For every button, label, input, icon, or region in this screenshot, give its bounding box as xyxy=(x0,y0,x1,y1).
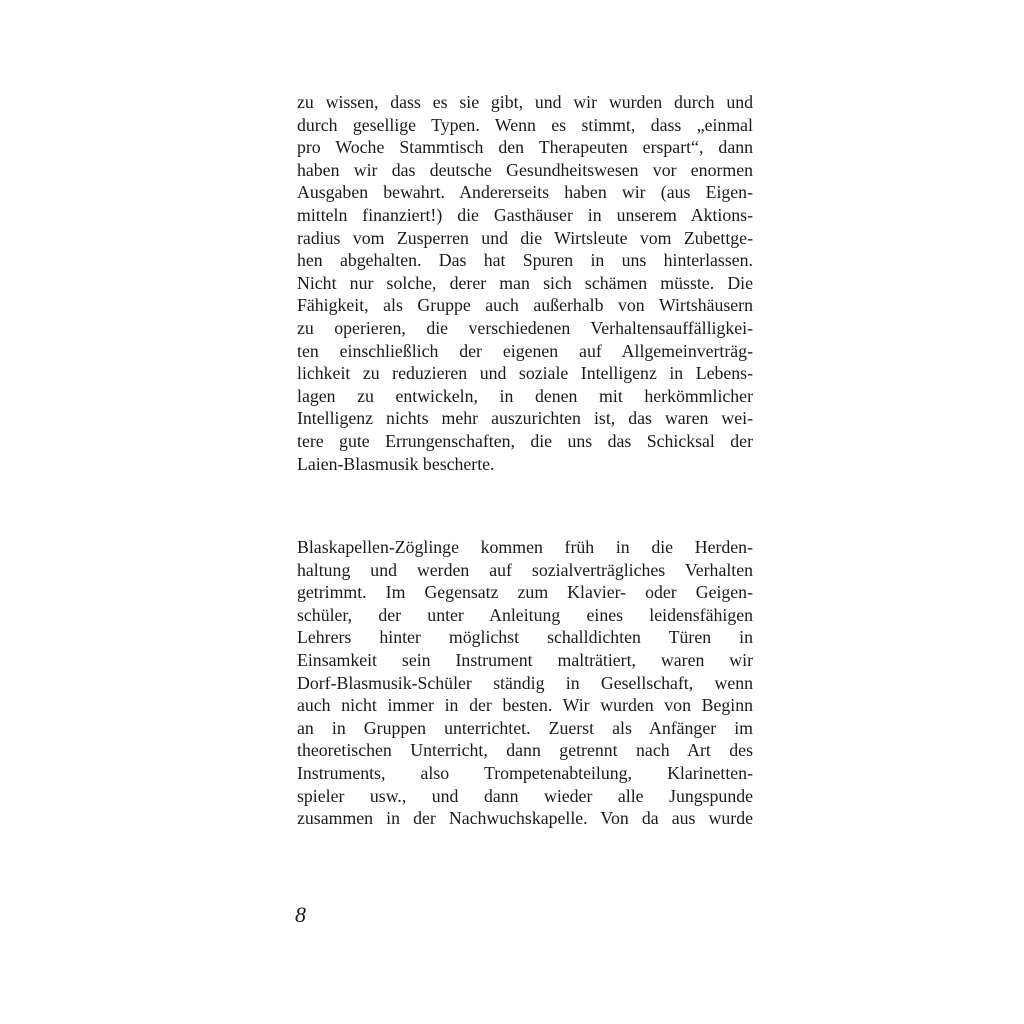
text-line: Instruments, also Trompetenabteilung, Klarinetten- xyxy=(297,762,753,783)
text-line: haben wir das deutsche Gesundheitswesen vor enormen xyxy=(297,159,753,180)
text-line: zu operieren, die verschiedenen Verhaltensauffälligkei- xyxy=(297,317,753,338)
text-line: Lehrers hinter möglichst schalldichten Türen in xyxy=(297,627,753,648)
text-line: lagen zu entwickeln, in denen mit herkömmlicher xyxy=(297,385,753,406)
text-line: Dorf-Blasmusik-Schüler ständig in Gesellschaft, wenn xyxy=(297,672,753,693)
paragraph-2 xyxy=(297,536,753,830)
text-line: zu wissen, dass es sie gibt, und wir wurden durch und xyxy=(297,92,753,112)
text-line: mitteln finanziert!) die Gasthäuser in unserem Aktions- xyxy=(297,204,753,225)
text-line: theoretischen Unterricht, dann getrennt nach Art des xyxy=(297,740,753,761)
text-line: schüler, der unter Anleitung eines leidensfähigen xyxy=(297,604,753,625)
text-line: Blaskapellen-Zöglinge kommen früh in die Herden- xyxy=(297,537,753,557)
text-line: Einsamkeit sein Instrument malträtiert, waren wir xyxy=(297,649,753,670)
text-line: Intelligenz nichts mehr auszurichten ist, das waren wei- xyxy=(297,408,753,429)
text-line: pro Woche Stammtisch den Therapeuten erspart“, dann xyxy=(297,137,753,158)
paragraph-1 xyxy=(297,91,753,475)
text-line: hen abgehalten. Das hat Spuren in uns hinterlassen. xyxy=(297,250,753,271)
text-line: spieler usw., und dann wieder alle Jungspunde xyxy=(297,785,753,806)
text-line: Nicht nur solche, derer man sich schämen müsste. Die xyxy=(297,272,753,293)
text-line: radius vom Zusperren und die Wirtsleute vom Zubettge- xyxy=(297,227,753,248)
text-line: lichkeit zu reduzieren und soziale Intelligenz in Lebens- xyxy=(297,363,753,384)
text-line: an in Gruppen unterrichtet. Zuerst als Anfänger im xyxy=(297,717,753,738)
text-line: Ausgaben bewahrt. Andererseits haben wir (aus Eigen- xyxy=(297,182,753,203)
text-line: durch gesellige Typen. Wenn es stimmt, dass „einmal xyxy=(297,114,753,135)
text-line: Laien-Blasmusik bescherte. xyxy=(297,453,495,474)
text-line: ten einschließlich der eigenen auf Allgemeinverträg- xyxy=(297,340,753,361)
text-line: zusammen in der Nachwuchskapelle. Von da aus wurde xyxy=(297,808,753,829)
text-line: getrimmt. Im Gegensatz zum Klavier- oder Geigen- xyxy=(297,582,753,603)
text-line: tere gute Errungenschaften, die uns das Schicksal der xyxy=(297,430,753,451)
text-line: Fähigkeit, als Gruppe auch außerhalb von Wirtshäusern xyxy=(297,295,753,316)
text-line: haltung und werden auf sozialverträgliches Verhalten xyxy=(297,559,753,580)
page-number: 8 xyxy=(295,902,306,927)
text-line: auch nicht immer in der besten. Wir wurden von Beginn xyxy=(297,695,753,716)
